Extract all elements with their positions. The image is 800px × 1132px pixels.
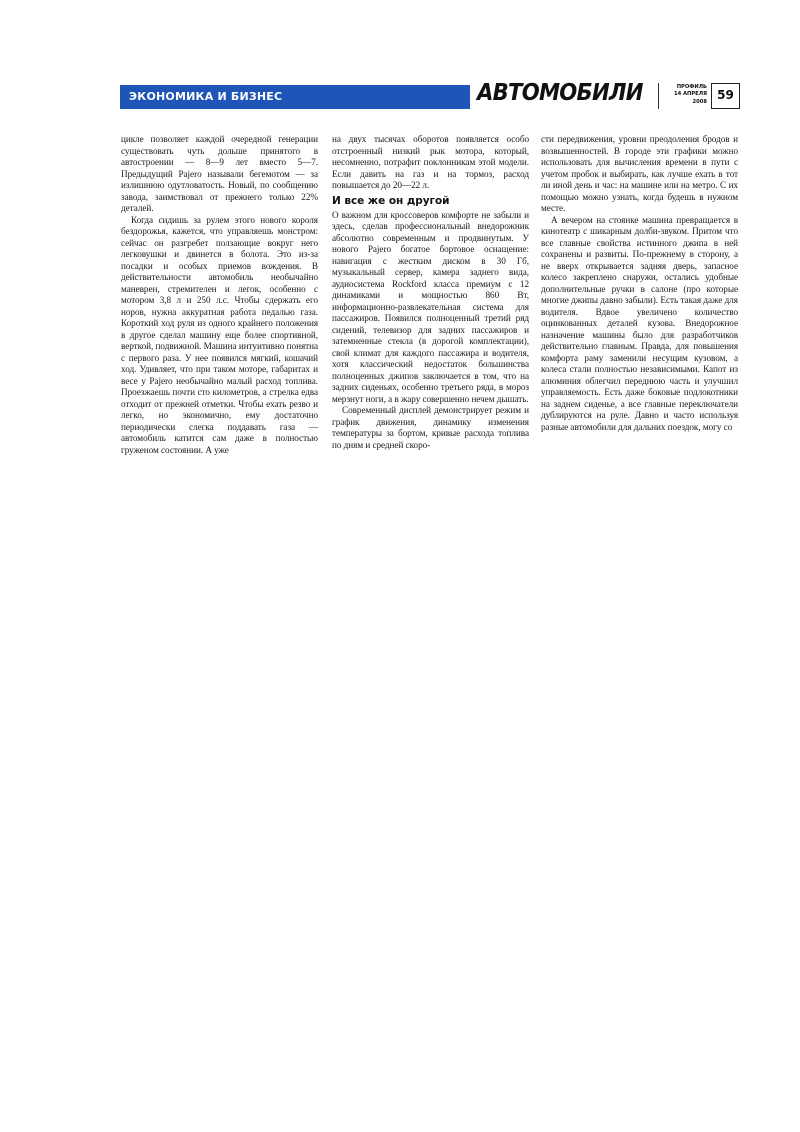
paragraph: Когда сидишь за рулем этого нового короля бездорожья, кажется, что управляешь монстром: сейчас он разгребет ползающие вокруг него легковушки и двинется в болота. Это из-за посадки и особых приемов вождения. В действительности автомобиль необычайно маневрен, стремителен и легок, особенно с мотором 3,8 л и 250 л.с. Чтобы сдержать его норов, нужна аккуратная работа педалью газа. Короткий ход руля из одного крайнего положения в другое сделал машину еще более спортивной, верткой, подвижной. Машина интуитивно понятна с первого раза. У нее появился мягкий, кошачий ход. Удивляет, что при таком моторе, габаритах и весе у Pajero необычайно малый расход топлива. Проезжаешь почти сто километров, а стрелка едва отходит от прежней отметки. Чтобы ехать резво и легко, но экономично, ему достаточно периодически слегка поддавать газа — автомобиль катится сам даже в полностью груженом состоянии. А уже — [121, 214, 318, 455]
section-label: ЭКОНОМИКА И БИЗНЕС — [120, 85, 470, 109]
page-header — [120, 80, 740, 109]
paragraph: О важном для кроссоверов комфорте не забыли и здесь, сделав профессиональный внедорожник абсолютно современным и продвинутым. У нового Pajero богатое бортовое оснащение: навигация с жестким диском в 30 Гб, музыкальный сервер, камера заднего вида, аудиосистема Rockford класса премиум с 12 динамиками и мощностью 860 Вт, информационно-развлекательная система для пассажиров. Появился полноценный третий ряд сидений, телевизор для задних пассажиров и затемненные стекла (в дорогой комплектации), свой климат для каждого пассажира и водителя, хотя классический недостаток большинства полноценных джипов заключается в том, что на задних сиденьях, особенно третьего ряда, в мороз мерзнут ноги, а в жару совершенно нечем дышать. — [332, 209, 529, 404]
page-number: 59 — [711, 83, 740, 109]
paragraph: Современный дисплей демонстрирует режим и график движения, динамику изменения температуры за бортом, кривые расхода топлива по дням и средней скоро- — [332, 405, 529, 450]
magazine-name: ПРОФИЛЬ — [676, 84, 707, 90]
rubric-title: АВТОМОБИЛИ — [477, 80, 643, 106]
text-column-1 — [121, 134, 318, 456]
paragraph: сти передвижения, уровни преодоления бродов и возвышенностей. В городе эти графики можно использовать для вычисления времени в пути с учетом пробок и выбирать, как лучше ехать в тот ли иной день и час: на машине или на метро. С их помощью можно узнать, когда будешь в нужном месте. — [541, 134, 738, 213]
paragraph: на двух тысячах оборотов появляется особо отстроенный низкий рык мотора, который, несомненно, потрафит поклонникам этой модели. Если давить на газ и на тормоз, расход повышается до 20—22 л. — [332, 134, 529, 190]
paragraph: циклe позволяет каждой очередной генерации существовать чуть дольше принятого в автостроении — 8—9 лет вместо 5—7. Предыдущий Pajero называли бегемотом — за излишнюю одутловатость. Новый, по сообщению завода, заимствовал от прежнего только 22% деталей. — [121, 134, 318, 213]
issue-info — [665, 84, 707, 106]
issue-date: 14 АПРЕЛЯ — [673, 91, 707, 98]
paragraph: А вечером на стоянке машина превращается в кинотеатр с шикарным долби-звуком. Притом что все главные свойства истинного джипа в ней сохранены и развиты. По-прежнему в сторону, а не вверх открывается задняя дверь, запасное колесо закреплено снаружи, остались удобные дополнительные ручки в салоне (про которые многие джипы давно забыли). Есть такая даже для водителя. Вдвое увеличено количество оцинкованных деталей кузова. Внедорожное назначение машины было для разработчиков действительно главным. Правда, для повышения комфорта раму заменили несущим кузовом, а колеса стали полностью независимыми. Капот из алюминия облегчил переднюю часть и улучшил управляемость. Есть даже боковые подлокотники на заднем сиденье, а все главные переключатели дублируются на руле. Давно и часто используя разные автомобили для дальних поездок, могу со — [541, 214, 738, 432]
text-column-2 — [332, 134, 529, 451]
header-divider — [658, 83, 659, 109]
issue-year: 2008 — [692, 98, 707, 105]
text-column-3 — [541, 134, 738, 433]
subheading: И все же он другой — [332, 194, 450, 207]
